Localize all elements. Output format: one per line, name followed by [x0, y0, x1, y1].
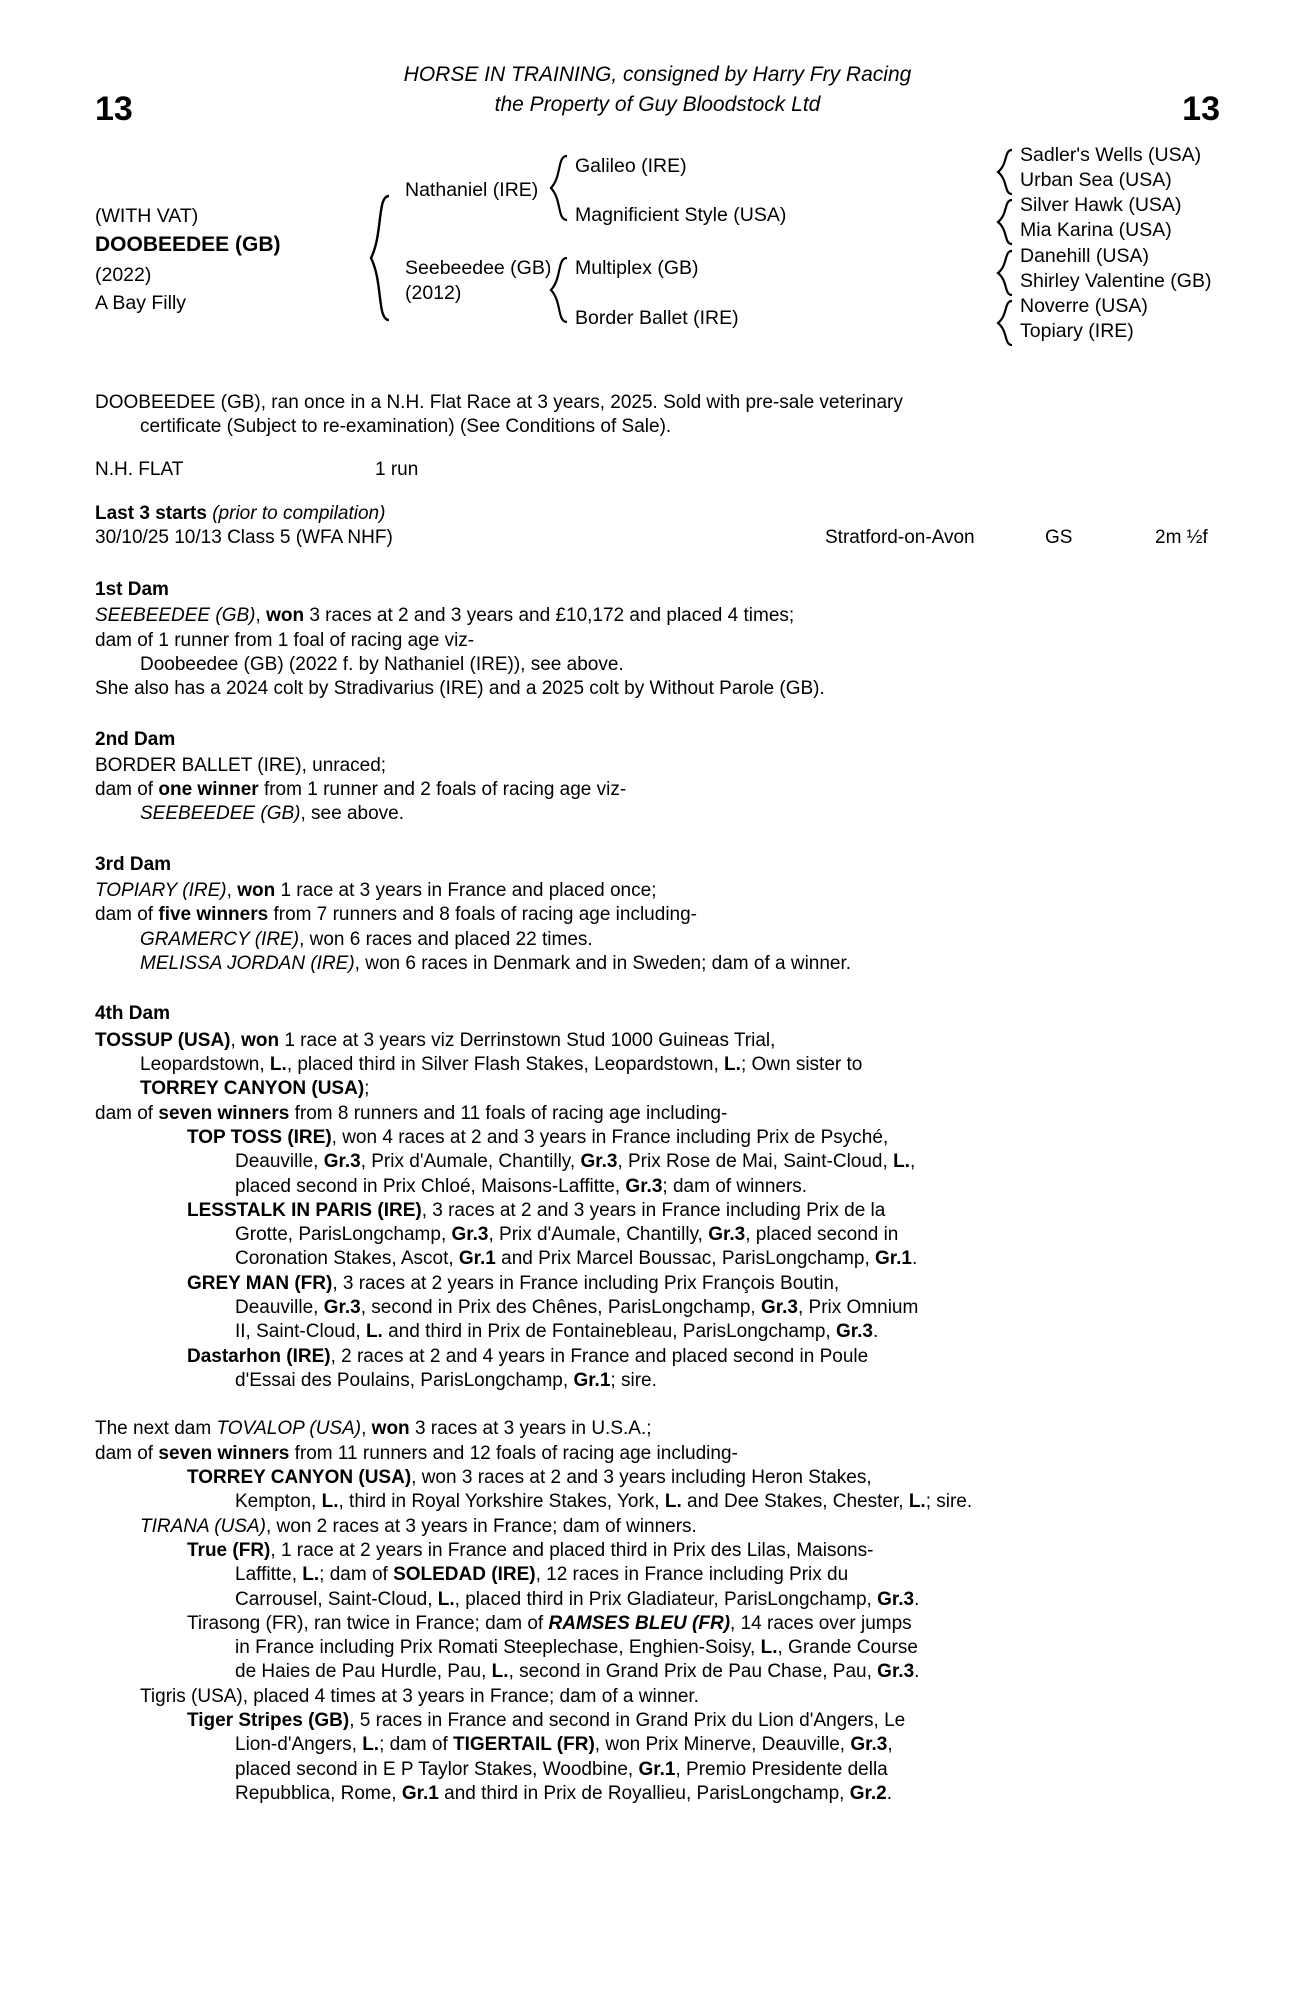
text-fragment: , Prix d'Aumale, Chantilly,: [360, 1151, 581, 1173]
dam-heading: 1st Dam: [95, 578, 169, 600]
text-fragment: Gr.1: [573, 1370, 611, 1391]
text-fragment: L.: [724, 1053, 741, 1075]
sire-name: Nathaniel (IRE): [405, 179, 539, 201]
text-fragment: dam of: [95, 779, 159, 801]
pedigree-text-line: [95, 1077, 1220, 1101]
text-fragment: Lion-d'Angers,: [235, 1734, 363, 1756]
text-fragment: , see above.: [300, 803, 405, 825]
dam-heading: 3rd Dam: [95, 853, 172, 875]
dam-heading: 2nd Dam: [95, 728, 176, 750]
text-fragment: Gr.3: [323, 1297, 361, 1319]
text-fragment: L.: [321, 1491, 339, 1513]
pedigree-text-line: [95, 802, 1220, 826]
text-fragment: L.: [269, 1053, 287, 1075]
text-fragment: and third in Prix de Royallieu, ParisLongchamp,: [438, 1783, 850, 1804]
text-fragment: L.: [664, 1491, 682, 1513]
text-fragment: II, Saint-Cloud,: [235, 1321, 366, 1343]
text-fragment: .: [914, 1588, 920, 1610]
text-fragment: Gr.1: [638, 1758, 676, 1780]
vat-note: (WITH VAT): [95, 205, 199, 227]
pedigree-text-line: [95, 1272, 1220, 1296]
text-fragment: L.: [908, 1491, 926, 1513]
text-fragment: Gr.1: [458, 1248, 496, 1270]
text-fragment: .: [886, 1783, 892, 1804]
subject-description: A Bay Filly: [95, 291, 187, 314]
text-fragment: Gr.3: [877, 1661, 915, 1683]
text-fragment: ,: [887, 1734, 893, 1756]
text-fragment: Gr.3: [451, 1224, 489, 1246]
nh-flat-row: [95, 458, 1220, 484]
pedigree-text-line: [95, 952, 1220, 976]
text-fragment: Gr.3: [323, 1151, 361, 1173]
text-fragment: 1 race at 3 years viz Derrinstown Stud 1000 Guineas Trial,: [279, 1029, 776, 1051]
text-fragment: Dastarhon (IRE): [187, 1345, 331, 1367]
text-fragment: , second in Prix des Chênes, ParisLongchamp,: [360, 1297, 761, 1319]
text-fragment: one winner: [158, 779, 259, 801]
text-fragment: , 3 races at 2 years in France including Prix François Boutin,: [332, 1272, 840, 1294]
brace-gg2: [993, 198, 1015, 246]
text-fragment: 3 races at 2 and 3 years and £10,172 and placed 4 times;: [304, 605, 795, 627]
gg-7: Noverre (USA): [1020, 295, 1148, 317]
text-fragment: Gr.1: [875, 1248, 912, 1270]
text-fragment: Repubblica, Rome,: [235, 1783, 402, 1804]
start-detail: 30/10/25 10/13 Class 5 (WFA NHF): [95, 526, 393, 548]
pedigree-text-line: [95, 1296, 1220, 1320]
subject-year: (2022): [95, 263, 152, 286]
text-fragment: , won 6 races and placed 22 times.: [299, 928, 593, 950]
text-fragment: Gr.1: [401, 1783, 439, 1804]
dams-sire: Multiplex (GB): [575, 257, 699, 279]
pedigree-text-line: [95, 903, 1220, 927]
gg-6: Shirley Valentine (GB): [1020, 270, 1212, 292]
text-fragment: , Grande Course: [777, 1637, 918, 1659]
gg-8: Topiary (IRE): [1020, 320, 1134, 342]
pedigree-text-line: [95, 879, 1220, 903]
text-fragment: Coronation Stakes, Ascot,: [235, 1248, 459, 1270]
text-fragment: SEEBEEDEE (GB): [95, 605, 256, 627]
consignor-line: HORSE IN TRAINING, consigned by Harry Fry Racing: [403, 63, 912, 86]
text-fragment: L.: [491, 1661, 509, 1683]
text-fragment: True (FR): [187, 1539, 271, 1561]
text-fragment: Leopardstown,: [140, 1053, 270, 1075]
text-fragment: ;: [364, 1078, 370, 1100]
fourth-dam-heading: 4th Dam: [95, 1003, 170, 1025]
pedigree-text-line: [95, 1490, 1220, 1514]
text-fragment: Grotte, ParisLongchamp,: [235, 1224, 452, 1246]
pedigree-text-line: [95, 1733, 1220, 1757]
text-fragment: LESSTALK IN PARIS (IRE): [187, 1199, 422, 1221]
text-fragment: TOSSUP (USA): [95, 1029, 231, 1051]
gg-3: Silver Hawk (USA): [1020, 194, 1182, 216]
pedigree-text-line: [95, 1442, 1220, 1466]
brace-sire: [545, 154, 571, 222]
text-fragment: , placed third in Silver Flash Stakes, Leopardstown,: [286, 1053, 725, 1075]
next-dam-section: [95, 1417, 1220, 1806]
text-fragment: Gr.3: [877, 1588, 915, 1610]
pedigree-text-line: [95, 1102, 1220, 1126]
text-fragment: Gr.3: [850, 1734, 888, 1756]
text-fragment: BORDER BALLET (IRE), unraced;: [95, 754, 387, 776]
text-fragment: Gr.3: [835, 1321, 873, 1343]
dam-year: (2012): [405, 282, 462, 304]
pedigree-text-line: [95, 1782, 1220, 1806]
text-fragment: ,: [255, 605, 267, 627]
start-going: GS: [1045, 526, 1073, 548]
pedigree-text-line: [95, 1223, 1220, 1247]
nh-flat-value: 1 run: [375, 458, 419, 480]
text-fragment: L.: [302, 1564, 320, 1586]
brace-gg1: [993, 148, 1015, 196]
summary-line-2: certificate (Subject to re-examination) (See Conditions of Sale).: [140, 416, 672, 438]
text-fragment: TOP TOSS (IRE): [187, 1126, 332, 1148]
text-fragment: from 8 runners and 11 foals of racing age including-: [289, 1102, 728, 1124]
text-fragment: TORREY CANYON (USA): [187, 1466, 412, 1488]
dam-name: Seebeedee (GB): [405, 257, 552, 279]
text-fragment: , third in Royal Yorkshire Stakes, York,: [338, 1491, 665, 1513]
text-fragment: , placed third in Prix Gladiateur, ParisLongchamp,: [454, 1588, 878, 1610]
gg-1: Sadler's Wells (USA): [1020, 144, 1202, 166]
dams-dam: Border Ballet (IRE): [575, 307, 739, 329]
text-fragment: ; dam of winners.: [662, 1175, 808, 1197]
page-header: [95, 60, 1220, 138]
text-fragment: in France including Prix Romati Steeplechase, Enghien-Soisy,: [235, 1637, 761, 1659]
text-fragment: , 12 races in France including Prix du: [535, 1564, 849, 1586]
text-fragment: and Prix Marcel Boussac, ParisLongchamp,: [495, 1248, 876, 1270]
text-fragment: five winners: [158, 904, 269, 926]
pedigree-text-line: [95, 1247, 1220, 1271]
text-fragment: Tiger Stripes (GB): [187, 1710, 350, 1732]
text-fragment: , won 4 races at 2 and 3 years in France including Prix de Psyché,: [331, 1126, 889, 1148]
pedigree-text-line: [95, 1612, 1220, 1636]
text-fragment: She also has a 2024 colt by Stradivarius (IRE) and a 2025 colt by Without Parole (GB).: [95, 678, 825, 700]
pedigree-text-line: [95, 1563, 1220, 1587]
text-fragment: , 1 race at 2 years in France and placed third in Prix des Lilas, Maisons-: [270, 1539, 874, 1561]
text-fragment: L.: [437, 1588, 455, 1610]
text-fragment: ; dam of: [319, 1564, 394, 1586]
text-fragment: from 7 runners and 8 foals of racing age including-: [268, 904, 698, 926]
lot-number-right: 13: [1182, 90, 1220, 128]
sires-dam: Magnificient Style (USA): [575, 204, 787, 226]
text-fragment: Carrousel, Saint-Cloud,: [235, 1588, 438, 1610]
pedigree-text-line: [95, 677, 1220, 701]
pedigree-text-line: [95, 1175, 1220, 1199]
text-fragment: , placed second in: [745, 1224, 899, 1246]
gg-4: Mia Karina (USA): [1020, 219, 1172, 241]
pedigree-text-line: [95, 1660, 1220, 1684]
text-fragment: Tirasong (FR), ran twice in France; dam of: [187, 1612, 549, 1634]
start-row: [95, 526, 1220, 552]
text-fragment: .: [872, 1321, 879, 1343]
gg-5: Danehill (USA): [1020, 245, 1149, 267]
text-fragment: dam of: [95, 1442, 159, 1464]
text-fragment: dam of: [95, 1102, 159, 1124]
text-fragment: L.: [893, 1151, 910, 1173]
text-fragment: Gr.2: [849, 1783, 887, 1804]
text-fragment: ,: [226, 880, 238, 902]
pedigree-text-line: [95, 1126, 1220, 1150]
text-fragment: and third in Prix de Fontainebleau, ParisLongchamp,: [382, 1321, 836, 1343]
text-fragment: RAMSES BLEU (FR): [548, 1612, 731, 1634]
pedigree-text-line: [95, 629, 1220, 653]
text-fragment: ,: [909, 1151, 916, 1173]
text-fragment: TOPIARY (IRE): [95, 880, 227, 902]
sires-sire: Galileo (IRE): [575, 155, 687, 177]
text-fragment: TIGERTAIL (FR): [453, 1734, 595, 1756]
pedigree-text-line: [95, 1199, 1220, 1223]
text-fragment: , Prix d'Aumale, Chantilly,: [488, 1224, 709, 1246]
text-fragment: Gr.3: [580, 1151, 618, 1173]
text-fragment: , won Prix Minerve, Deauville,: [594, 1734, 851, 1756]
text-fragment: L.: [760, 1637, 778, 1659]
text-fragment: 1 race at 3 years in France and placed once;: [275, 880, 657, 902]
pedigree-text-line: [95, 1150, 1220, 1174]
pedigree-text-line: [95, 778, 1220, 802]
text-fragment: won: [241, 1029, 280, 1051]
text-fragment: SOLEDAD (IRE): [393, 1564, 536, 1586]
pedigree-chart: [95, 146, 1220, 361]
last-starts-heading: [95, 502, 1220, 526]
text-fragment: from 1 runner and 2 foals of racing age viz-: [258, 779, 627, 801]
text-fragment: , second in Grand Prix de Pau Chase, Pau,: [508, 1661, 878, 1683]
text-fragment: ,: [230, 1029, 242, 1051]
text-fragment: MELISSA JORDAN (IRE): [140, 953, 355, 974]
text-fragment: L.: [365, 1321, 383, 1343]
text-fragment: .: [914, 1661, 920, 1683]
dam-sections: [95, 578, 1220, 976]
brace-subject: [363, 194, 393, 322]
text-fragment: , Premio Presidente della: [675, 1758, 888, 1780]
text-fragment: won: [266, 605, 305, 627]
pedigree-text-line: [95, 1515, 1220, 1539]
text-fragment: TOVALOP (USA): [216, 1418, 362, 1440]
text-fragment: SEEBEEDEE (GB): [140, 803, 301, 825]
brace-gg4: [993, 299, 1015, 347]
pedigree-text-line: [95, 1369, 1220, 1393]
start-course: Stratford-on-Avon: [825, 526, 975, 548]
text-fragment: , 5 races in France and second in Grand Prix du Lion d'Angers, Le: [349, 1710, 906, 1732]
pedigree-text-line: [95, 1320, 1220, 1344]
pedigree-text-line: [95, 604, 1220, 628]
pedigree-text-line: [95, 1345, 1220, 1369]
text-fragment: ; dam of: [379, 1734, 454, 1756]
text-fragment: Tigris (USA), placed 4 times at 3 years in France; dam of a winner.: [140, 1685, 699, 1707]
gg-2: Urban Sea (USA): [1020, 169, 1172, 191]
text-fragment: dam of: [95, 904, 159, 926]
text-fragment: GRAMERCY (IRE): [140, 928, 300, 950]
text-fragment: from 11 runners and 12 foals of racing age including-: [289, 1442, 738, 1464]
text-fragment: ; Own sister to: [740, 1053, 863, 1075]
text-fragment: L.: [362, 1734, 380, 1756]
pedigree-text-line: [95, 653, 1220, 677]
summary-line-1: DOOBEEDEE (GB), ran once in a N.H. Flat Race at 3 years, 2025. Sold with pre-sale veterinary: [95, 392, 903, 413]
text-fragment: , Prix Rose de Mai, Saint-Cloud,: [617, 1151, 894, 1173]
text-fragment: and Dee Stakes, Chester,: [681, 1491, 909, 1513]
property-line: the Property of Guy Bloodstock Ltd: [494, 93, 821, 117]
text-fragment: Laffitte,: [235, 1564, 303, 1586]
text-fragment: 3 races at 3 years in U.S.A.;: [409, 1418, 652, 1440]
pedigree-text-line: [95, 754, 1220, 778]
pedigree-text-line: [95, 1685, 1220, 1709]
nh-flat-label: N.H. FLAT: [95, 458, 184, 480]
text-fragment: Deauville,: [235, 1151, 324, 1173]
pedigree-text-line: [95, 1758, 1220, 1782]
text-fragment: The next dam: [95, 1418, 217, 1440]
pedigree-text-line: [95, 1709, 1220, 1733]
text-fragment: TIRANA (USA): [140, 1515, 266, 1537]
text-fragment: , 2 races at 2 and 4 years in France and placed second in Poule: [330, 1345, 869, 1367]
text-fragment: Gr.3: [708, 1224, 746, 1246]
text-fragment: d'Essai des Poulains, ParisLongchamp,: [235, 1370, 574, 1391]
text-fragment: , won 2 races at 3 years in France; dam of winners.: [265, 1515, 697, 1537]
text-fragment: , 3 races at 2 and 3 years in France including Prix de la: [421, 1199, 886, 1221]
pedigree-text-line: [95, 1029, 1220, 1053]
text-fragment: seven winners: [158, 1102, 290, 1124]
text-fragment: , won 3 races at 2 and 3 years including Heron Stakes,: [411, 1466, 872, 1488]
pedigree-text-line: [95, 1588, 1220, 1612]
text-fragment: placed second in E P Taylor Stakes, Woodbine,: [235, 1758, 639, 1780]
last-starts-note: (prior to compilation): [212, 502, 386, 524]
consignor-heading: [95, 60, 1220, 121]
text-fragment: ; sire.: [925, 1491, 973, 1513]
last-starts-label: Last 3 starts: [95, 502, 207, 524]
subject-name: DOOBEEDEE (GB): [95, 233, 281, 257]
text-fragment: placed second in Prix Chloé, Maisons-Laffitte,: [235, 1175, 626, 1197]
text-fragment: GREY MAN (FR): [187, 1272, 333, 1294]
text-fragment: de Haies de Pau Hurdle, Pau,: [235, 1661, 492, 1683]
pedigree-text-line: [95, 1417, 1220, 1441]
text-fragment: , Prix Omnium: [797, 1297, 919, 1319]
pedigree-text-line: [95, 1636, 1220, 1660]
text-fragment: seven winners: [158, 1442, 290, 1464]
pedigree-text-line: [95, 1466, 1220, 1490]
pedigree-text-line: [95, 1539, 1220, 1563]
text-fragment: .: [912, 1248, 918, 1270]
text-fragment: TORREY CANYON (USA): [140, 1078, 365, 1100]
text-fragment: won: [371, 1418, 410, 1440]
text-fragment: won: [237, 880, 276, 902]
text-fragment: ; sire.: [610, 1370, 657, 1391]
text-fragment: , won 6 races in Denmark and in Sweden; dam of a winner.: [354, 953, 852, 974]
pedigree-text-line: [95, 928, 1220, 952]
fourth-dam-section: [95, 1002, 1220, 1393]
lot-number-left: 13: [95, 90, 133, 128]
text-fragment: dam of 1 runner from 1 foal of racing age viz-: [95, 629, 475, 651]
text-fragment: Kempton,: [235, 1491, 322, 1513]
subject-details: [95, 202, 345, 317]
text-fragment: ,: [361, 1418, 372, 1440]
text-fragment: Gr.3: [760, 1297, 798, 1319]
summary-paragraph: [95, 391, 1220, 440]
brace-dam: [545, 256, 571, 324]
text-fragment: Deauville,: [235, 1297, 324, 1319]
text-fragment: Gr.3: [625, 1175, 663, 1197]
text-fragment: Doobeedee (GB) (2022 f. by Nathaniel (IRE)), see above.: [140, 653, 624, 675]
start-distance: 2m ½f: [1155, 526, 1208, 548]
brace-gg3: [993, 249, 1015, 297]
text-fragment: , 14 races over jumps: [730, 1612, 912, 1634]
pedigree-text-line: [95, 1053, 1220, 1077]
